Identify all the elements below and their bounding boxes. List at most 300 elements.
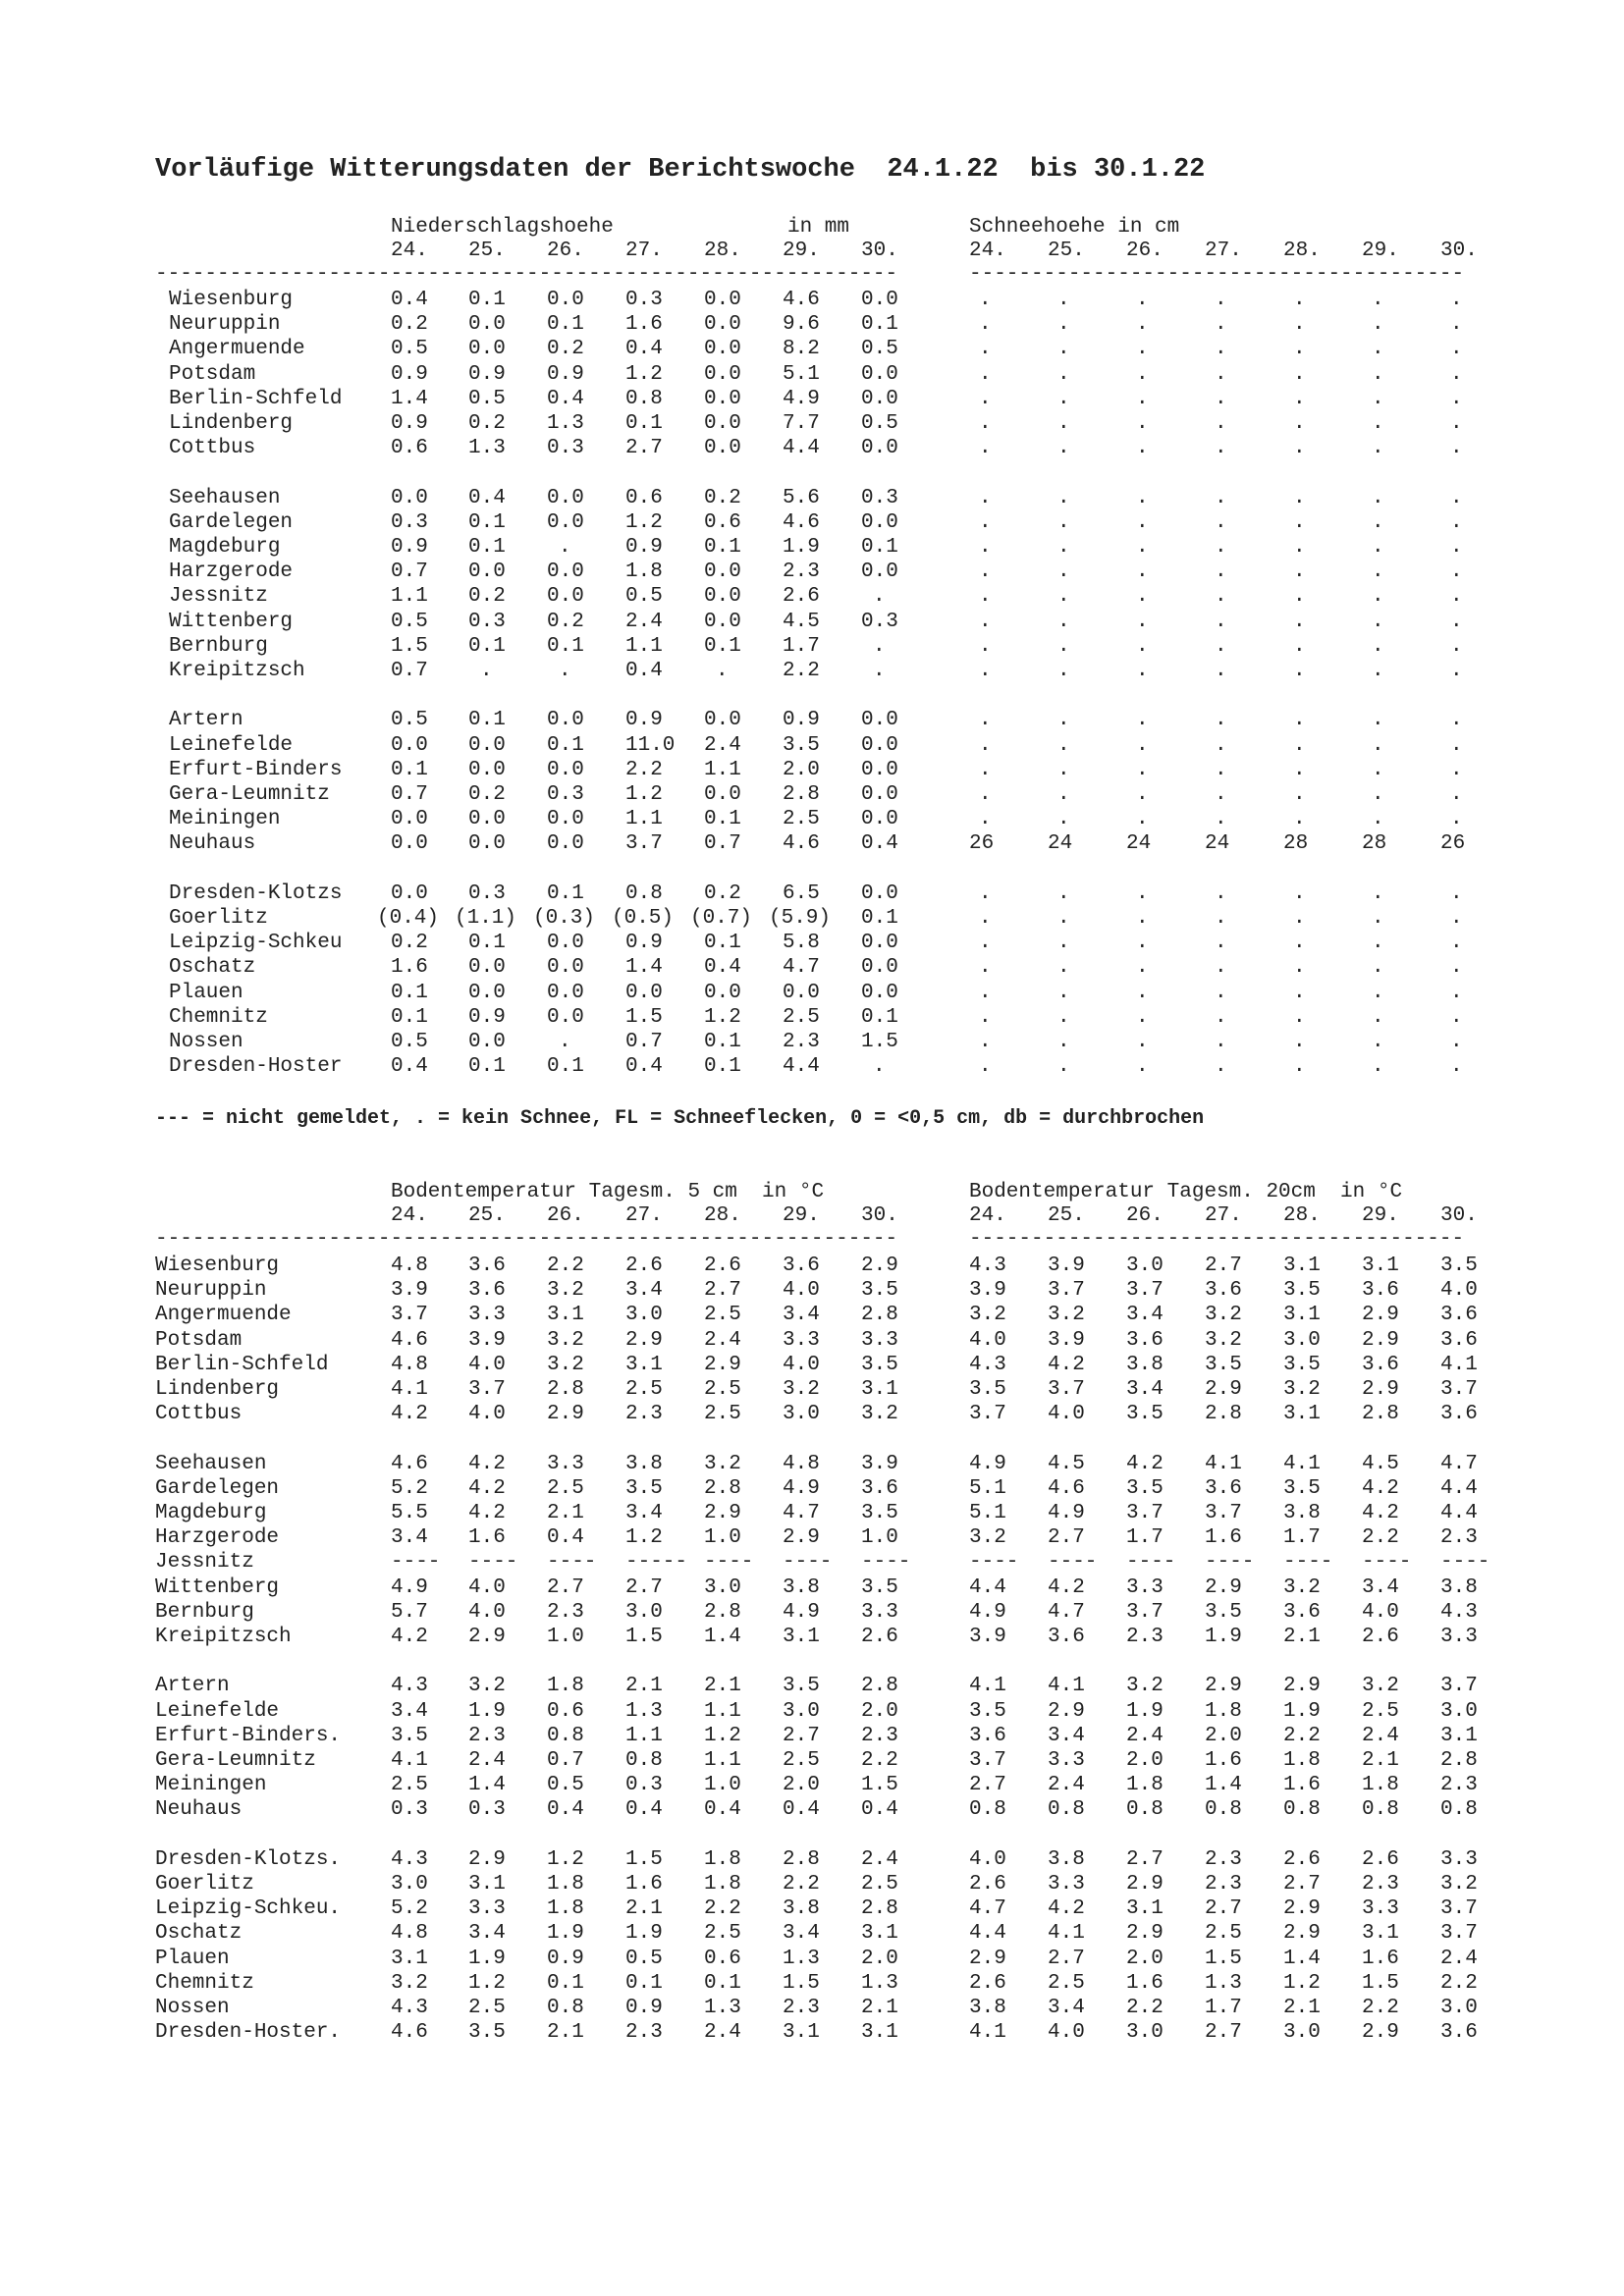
- value-cell: 1.7: [783, 634, 820, 658]
- value-cell: 3.4: [468, 1922, 506, 1946]
- station-name: Oschatz: [155, 1922, 243, 1946]
- value-cell: .: [1057, 808, 1070, 831]
- value-cell: 0.4: [625, 338, 663, 361]
- value-cell: .: [1136, 536, 1149, 559]
- station-name: Wittenberg: [155, 1575, 280, 1599]
- precip-unit: in mm: [787, 216, 850, 239]
- value-cell: 3.5: [861, 1575, 898, 1599]
- value-cell: 0.7: [391, 561, 428, 584]
- value-cell: 0.2: [391, 932, 428, 955]
- value-cell: .: [1136, 362, 1149, 386]
- value-cell: .: [1057, 981, 1070, 1004]
- value-cell: .: [1450, 733, 1463, 757]
- value-cell: 0.5: [861, 412, 898, 435]
- value-cell: 0.5: [625, 1947, 663, 1970]
- value-cell: 2.5: [1362, 1699, 1399, 1723]
- value-cell: 0.6: [704, 510, 741, 534]
- value-cell: 4.6: [391, 1328, 428, 1352]
- station-name: Erfurt-Binders: [169, 758, 343, 781]
- day-header-left: 26.: [547, 1204, 584, 1227]
- value-cell: 4.6: [391, 1452, 428, 1475]
- value-cell: 1.9: [783, 536, 820, 559]
- day-header-right: 24.: [969, 240, 1006, 262]
- value-cell: 0.3: [391, 510, 428, 534]
- value-cell: 3.2: [1362, 1675, 1399, 1698]
- value-cell: 6.5: [783, 881, 820, 905]
- value-cell: 4.4: [1440, 1476, 1478, 1500]
- value-cell: .: [1372, 585, 1384, 609]
- value-cell: .: [1215, 1055, 1227, 1079]
- value-cell: .: [1293, 733, 1306, 757]
- value-cell: 0.6: [391, 437, 428, 460]
- value-cell: ----: [1126, 1551, 1176, 1575]
- value-cell: 2.5: [547, 1476, 584, 1500]
- value-cell: 0.0: [547, 561, 584, 584]
- value-cell: 0.2: [547, 338, 584, 361]
- value-cell: 1.5: [783, 1971, 820, 1995]
- value-cell: 3.8: [1048, 1847, 1085, 1871]
- value-cell: 3.1: [1283, 1403, 1321, 1426]
- value-cell: 0.0: [861, 956, 898, 980]
- day-header-right: 29.: [1362, 240, 1399, 262]
- value-cell: 4.9: [969, 1600, 1006, 1624]
- value-cell: 0.5: [391, 338, 428, 361]
- value-cell: 4.6: [391, 2021, 428, 2045]
- value-cell: .: [1215, 981, 1227, 1004]
- value-cell: 0.1: [391, 758, 428, 781]
- value-cell: .: [979, 1055, 992, 1079]
- value-cell: 1.6: [625, 313, 663, 337]
- value-cell: 2.8: [861, 1675, 898, 1698]
- value-cell: .: [1293, 585, 1306, 609]
- value-cell: .: [716, 660, 729, 682]
- value-cell: .: [1057, 561, 1070, 584]
- value-cell: .: [1293, 634, 1306, 658]
- value-cell: 1.3: [547, 412, 584, 435]
- value-cell: 1.0: [861, 1526, 898, 1550]
- value-cell: 4.0: [1048, 2021, 1085, 2045]
- value-cell: .: [1057, 1031, 1070, 1053]
- day-header-left: 29.: [783, 1204, 820, 1227]
- value-cell: 2.6: [1283, 1847, 1321, 1871]
- value-cell: .: [979, 907, 992, 930]
- day-header-left: 28.: [704, 240, 741, 262]
- value-cell: 3.5: [625, 1476, 663, 1500]
- value-cell: ----: [1048, 1551, 1098, 1575]
- divider-left: ------------------------------------------------------------: [155, 263, 898, 286]
- value-cell: 2.9: [861, 1255, 898, 1277]
- value-cell: .: [1136, 585, 1149, 609]
- value-cell: 0.0: [861, 510, 898, 534]
- value-cell: 0.4: [861, 832, 898, 856]
- station-name: Dresden-Klotzs: [169, 881, 343, 905]
- value-cell: 4.1: [1283, 1452, 1321, 1475]
- value-cell: 0.0: [704, 362, 741, 386]
- value-cell: 0.1: [704, 1031, 741, 1053]
- value-cell: 2.9: [704, 1502, 741, 1524]
- value-cell: .: [979, 660, 992, 682]
- value-cell: .: [559, 660, 571, 682]
- value-cell: 2.4: [861, 1847, 898, 1871]
- value-cell: 0.8: [547, 1724, 584, 1747]
- value-cell: 0.1: [547, 313, 584, 337]
- value-cell: 1.6: [468, 1526, 506, 1550]
- value-cell: 0.1: [704, 1971, 741, 1995]
- value-cell: 4.2: [468, 1476, 506, 1500]
- value-cell: .: [1293, 338, 1306, 361]
- value-cell: 2.3: [625, 2021, 663, 2045]
- value-cell: 0.8: [1283, 1798, 1321, 1822]
- value-cell: 1.3: [1205, 1971, 1242, 1995]
- value-cell: .: [1450, 932, 1463, 955]
- value-cell: .: [1293, 808, 1306, 831]
- value-cell: .: [1293, 561, 1306, 584]
- value-cell: 2.4: [1440, 1947, 1478, 1970]
- value-cell: .: [979, 956, 992, 980]
- value-cell: 0.0: [547, 808, 584, 831]
- value-cell: .: [1372, 510, 1384, 534]
- value-cell: 3.4: [625, 1279, 663, 1303]
- day-header-left: 24.: [391, 1204, 428, 1227]
- value-cell: 0.2: [391, 313, 428, 337]
- value-cell: 2.9: [1283, 1675, 1321, 1698]
- value-cell: 4.2: [1048, 1575, 1085, 1599]
- value-cell: .: [1057, 881, 1070, 905]
- value-cell: 0.0: [547, 758, 584, 781]
- value-cell: 0.3: [625, 1774, 663, 1797]
- value-cell: .: [979, 758, 992, 781]
- value-cell: 3.7: [1440, 1378, 1478, 1401]
- value-cell: 2.9: [1362, 1304, 1399, 1327]
- value-cell: 2.8: [547, 1378, 584, 1401]
- value-cell: 3.5: [1205, 1353, 1242, 1376]
- value-cell: 0.0: [468, 808, 506, 831]
- value-cell: 0.0: [704, 313, 741, 337]
- value-cell: .: [1450, 907, 1463, 930]
- value-cell: 3.0: [1283, 1328, 1321, 1352]
- value-cell: 3.6: [1440, 1304, 1478, 1327]
- value-cell: .: [1136, 758, 1149, 781]
- value-cell: 1.7: [1126, 1526, 1164, 1550]
- value-cell: .: [1372, 733, 1384, 757]
- value-cell: 0.2: [468, 585, 506, 609]
- value-cell: .: [1215, 510, 1227, 534]
- value-cell: 1.9: [547, 1922, 584, 1946]
- day-header-left: 29.: [783, 240, 820, 262]
- value-cell: ----: [1362, 1551, 1412, 1575]
- value-cell: 3.2: [1283, 1378, 1321, 1401]
- value-cell: 3.3: [783, 1328, 820, 1352]
- page-title: Vorläufige Witterungsdaten der Berichtswoche 24.1.22 bis 30.1.22: [155, 155, 1206, 185]
- day-header-left: 30.: [861, 240, 898, 262]
- value-cell: 3.5: [1283, 1279, 1321, 1303]
- value-cell: 0.4: [547, 1798, 584, 1822]
- value-cell: 4.1: [1440, 1353, 1478, 1376]
- value-cell: 2.0: [783, 1774, 820, 1797]
- value-cell: 0.1: [468, 709, 506, 732]
- value-cell: 2.1: [625, 1675, 663, 1698]
- value-cell: .: [979, 510, 992, 534]
- value-cell: 1.4: [391, 387, 428, 410]
- value-cell: 2.5: [625, 1378, 663, 1401]
- value-cell: 0.1: [391, 981, 428, 1004]
- value-cell: .: [480, 660, 493, 682]
- value-cell: 4.2: [1048, 1353, 1085, 1376]
- value-cell: 4.9: [391, 1575, 428, 1599]
- value-cell: 1.6: [1126, 1971, 1164, 1995]
- value-cell: 2.1: [547, 2021, 584, 2045]
- value-cell: .: [1215, 486, 1227, 509]
- value-cell: 28: [1283, 832, 1309, 856]
- value-cell: .: [1215, 561, 1227, 584]
- value-cell: 8.2: [783, 338, 820, 361]
- value-cell: .: [1057, 956, 1070, 980]
- value-cell: 3.1: [1126, 1897, 1164, 1921]
- value-cell: .: [1057, 733, 1070, 757]
- value-cell: .: [1215, 585, 1227, 609]
- value-cell: 4.8: [783, 1452, 820, 1475]
- value-cell: 3.2: [1440, 1873, 1478, 1896]
- value-cell: 2.8: [783, 1847, 820, 1871]
- value-cell: 3.2: [1126, 1675, 1164, 1698]
- value-cell: 5.2: [391, 1476, 428, 1500]
- value-cell: 0.9: [391, 412, 428, 435]
- value-cell: .: [1450, 289, 1463, 311]
- value-cell: .: [1450, 808, 1463, 831]
- value-cell: 3.6: [861, 1476, 898, 1500]
- value-cell: 4.1: [1048, 1675, 1085, 1698]
- value-cell: 3.6: [1205, 1476, 1242, 1500]
- value-cell: 3.3: [861, 1328, 898, 1352]
- value-cell: 3.3: [547, 1452, 584, 1475]
- value-cell: 4.4: [783, 1055, 820, 1079]
- value-cell: 5.5: [391, 1502, 428, 1524]
- value-cell: .: [1372, 981, 1384, 1004]
- value-cell: 4.9: [1048, 1502, 1085, 1524]
- day-header-right: 24.: [969, 1204, 1006, 1227]
- value-cell: 2.9: [1048, 1699, 1085, 1723]
- value-cell: .: [1372, 289, 1384, 311]
- station-name: Wiesenburg: [155, 1255, 280, 1277]
- value-cell: 0.0: [547, 956, 584, 980]
- value-cell: .: [1057, 536, 1070, 559]
- day-header-right: 30.: [1440, 1204, 1478, 1227]
- value-cell: 1.8: [625, 561, 663, 584]
- value-cell: 1.3: [468, 437, 506, 460]
- value-cell: .: [1372, 907, 1384, 930]
- station-name: Dresden-Klotzs.: [155, 1847, 342, 1871]
- divider-right: ----------------------------------------: [969, 263, 1465, 286]
- value-cell: 2.4: [1126, 1724, 1164, 1747]
- value-cell: 2.3: [1440, 1774, 1478, 1797]
- value-cell: 3.4: [391, 1699, 428, 1723]
- value-cell: 3.6: [1283, 1600, 1321, 1624]
- value-cell: 1.5: [861, 1031, 898, 1053]
- value-cell: 0.0: [468, 313, 506, 337]
- value-cell: 0.2: [547, 610, 584, 633]
- value-cell: 0.2: [468, 783, 506, 806]
- value-cell: .: [1293, 981, 1306, 1004]
- station-name: Jessnitz: [169, 585, 268, 609]
- station-name: Kreipitzsch: [155, 1626, 292, 1648]
- value-cell: .: [1372, 808, 1384, 831]
- value-cell: 2.2: [1440, 1971, 1478, 1995]
- station-name: Neuhaus: [155, 1798, 243, 1822]
- value-cell: 1.1: [625, 1724, 663, 1747]
- station-name: Chemnitz: [169, 1005, 268, 1029]
- value-cell: 2.9: [1283, 1897, 1321, 1921]
- value-cell: 0.0: [861, 881, 898, 905]
- value-cell: .: [979, 932, 992, 955]
- value-cell: .: [1057, 610, 1070, 633]
- value-cell: 0.0: [391, 832, 428, 856]
- value-cell: .: [1450, 1031, 1463, 1053]
- value-cell: .: [979, 783, 992, 806]
- value-cell: .: [979, 412, 992, 435]
- value-cell: 2.9: [1126, 1873, 1164, 1896]
- value-cell: 2.9: [1362, 1378, 1399, 1401]
- value-cell: 1.1: [704, 1699, 741, 1723]
- value-cell: 3.5: [1440, 1255, 1478, 1277]
- value-cell: 1.9: [1126, 1699, 1164, 1723]
- value-cell: 3.7: [1440, 1675, 1478, 1698]
- value-cell: 3.0: [783, 1699, 820, 1723]
- value-cell: 3.3: [861, 1600, 898, 1624]
- value-cell: 1.9: [1205, 1626, 1242, 1648]
- station-name: Dresden-Hoster: [169, 1055, 343, 1079]
- value-cell: 3.9: [969, 1279, 1006, 1303]
- value-cell: 2.6: [969, 1971, 1006, 1995]
- value-cell: .: [1215, 660, 1227, 682]
- value-cell: 2.4: [704, 2021, 741, 2045]
- value-cell: .: [1293, 289, 1306, 311]
- value-cell: 4.7: [1440, 1452, 1478, 1475]
- station-name: Leinefelde: [169, 733, 294, 757]
- value-cell: 4.1: [1205, 1452, 1242, 1475]
- station-name: Goerlitz: [155, 1873, 254, 1896]
- station-name: Neuruppin: [155, 1279, 267, 1303]
- value-cell: .: [1215, 387, 1227, 410]
- value-cell: .: [1372, 634, 1384, 658]
- value-cell: 3.7: [1205, 1502, 1242, 1524]
- value-cell: 1.8: [1362, 1774, 1399, 1797]
- value-cell: .: [1136, 733, 1149, 757]
- value-cell: 2.2: [1362, 1997, 1399, 2019]
- value-cell: 0.6: [704, 1947, 741, 1970]
- value-cell: 4.8: [391, 1353, 428, 1376]
- value-cell: 3.3: [1126, 1575, 1164, 1599]
- value-cell: 2.2: [625, 758, 663, 781]
- value-cell: (5.9): [769, 907, 832, 930]
- station-name: Cottbus: [169, 437, 256, 460]
- value-cell: 0.8: [969, 1798, 1006, 1822]
- station-name: Bernburg: [169, 634, 268, 658]
- value-cell: 4.2: [1048, 1897, 1085, 1921]
- value-cell: .: [1057, 289, 1070, 311]
- value-cell: 3.3: [1048, 1873, 1085, 1896]
- value-cell: 5.1: [969, 1476, 1006, 1500]
- value-cell: 0.7: [704, 832, 741, 856]
- value-cell: .: [1057, 412, 1070, 435]
- value-cell: .: [979, 1005, 992, 1029]
- value-cell: 3.1: [861, 1378, 898, 1401]
- value-cell: 4.5: [1362, 1452, 1399, 1475]
- value-cell: .: [1372, 1005, 1384, 1029]
- value-cell: 2.9: [468, 1847, 506, 1871]
- value-cell: 1.4: [1205, 1774, 1242, 1797]
- value-cell: 0.1: [625, 412, 663, 435]
- value-cell: 3.6: [969, 1724, 1006, 1747]
- value-cell: 0.0: [547, 289, 584, 311]
- value-cell: 3.6: [1126, 1328, 1164, 1352]
- station-name: Neuhaus: [169, 832, 256, 856]
- value-cell: .: [1293, 362, 1306, 386]
- value-cell: 3.0: [783, 1403, 820, 1426]
- value-cell: 2.5: [391, 1774, 428, 1797]
- value-cell: .: [1293, 907, 1306, 930]
- value-cell: 0.9: [391, 536, 428, 559]
- value-cell: 2.9: [468, 1626, 506, 1648]
- value-cell: 3.2: [1283, 1575, 1321, 1599]
- value-cell: .: [1450, 561, 1463, 584]
- value-cell: 26: [1440, 832, 1466, 856]
- value-cell: 2.9: [1362, 2021, 1399, 2045]
- value-cell: .: [1293, 387, 1306, 410]
- value-cell: 2.7: [1048, 1526, 1085, 1550]
- day-header-right: 26.: [1126, 1204, 1164, 1227]
- value-cell: .: [1450, 1005, 1463, 1029]
- station-name: Artern: [155, 1675, 230, 1698]
- value-cell: 3.8: [783, 1575, 820, 1599]
- value-cell: 1.6: [1362, 1947, 1399, 1970]
- value-cell: 2.1: [1283, 1997, 1321, 2019]
- value-cell: .: [1372, 660, 1384, 682]
- value-cell: 2.5: [704, 1922, 741, 1946]
- value-cell: 2.4: [625, 610, 663, 633]
- value-cell: 2.9: [783, 1526, 820, 1550]
- value-cell: .: [1293, 536, 1306, 559]
- value-cell: 0.0: [704, 783, 741, 806]
- value-cell: 28: [1362, 832, 1387, 856]
- value-cell: 3.7: [1048, 1279, 1085, 1303]
- value-cell: 2.5: [861, 1873, 898, 1896]
- value-cell: .: [1057, 709, 1070, 732]
- value-cell: 1.0: [704, 1526, 741, 1550]
- value-cell: 0.0: [704, 981, 741, 1004]
- value-cell: 0.3: [391, 1798, 428, 1822]
- value-cell: 4.3: [969, 1255, 1006, 1277]
- value-cell: .: [1057, 338, 1070, 361]
- value-cell: 3.2: [1048, 1304, 1085, 1327]
- value-cell: 0.8: [1362, 1798, 1399, 1822]
- station-name: Harzgerode: [169, 561, 294, 584]
- value-cell: 2.7: [1205, 1255, 1242, 1277]
- value-cell: 1.6: [1205, 1526, 1242, 1550]
- value-cell: .: [1293, 660, 1306, 682]
- day-header-left: 30.: [861, 1204, 898, 1227]
- value-cell: 1.2: [704, 1005, 741, 1029]
- value-cell: .: [1136, 486, 1149, 509]
- value-cell: 2.0: [1205, 1724, 1242, 1747]
- value-cell: 2.6: [1362, 1626, 1399, 1648]
- value-cell: 2.9: [969, 1947, 1006, 1970]
- value-cell: 0.1: [468, 1055, 506, 1079]
- value-cell: 0.4: [704, 1798, 741, 1822]
- value-cell: 3.5: [783, 733, 820, 757]
- value-cell: .: [1372, 561, 1384, 584]
- value-cell: .: [1450, 634, 1463, 658]
- value-cell: 0.1: [468, 536, 506, 559]
